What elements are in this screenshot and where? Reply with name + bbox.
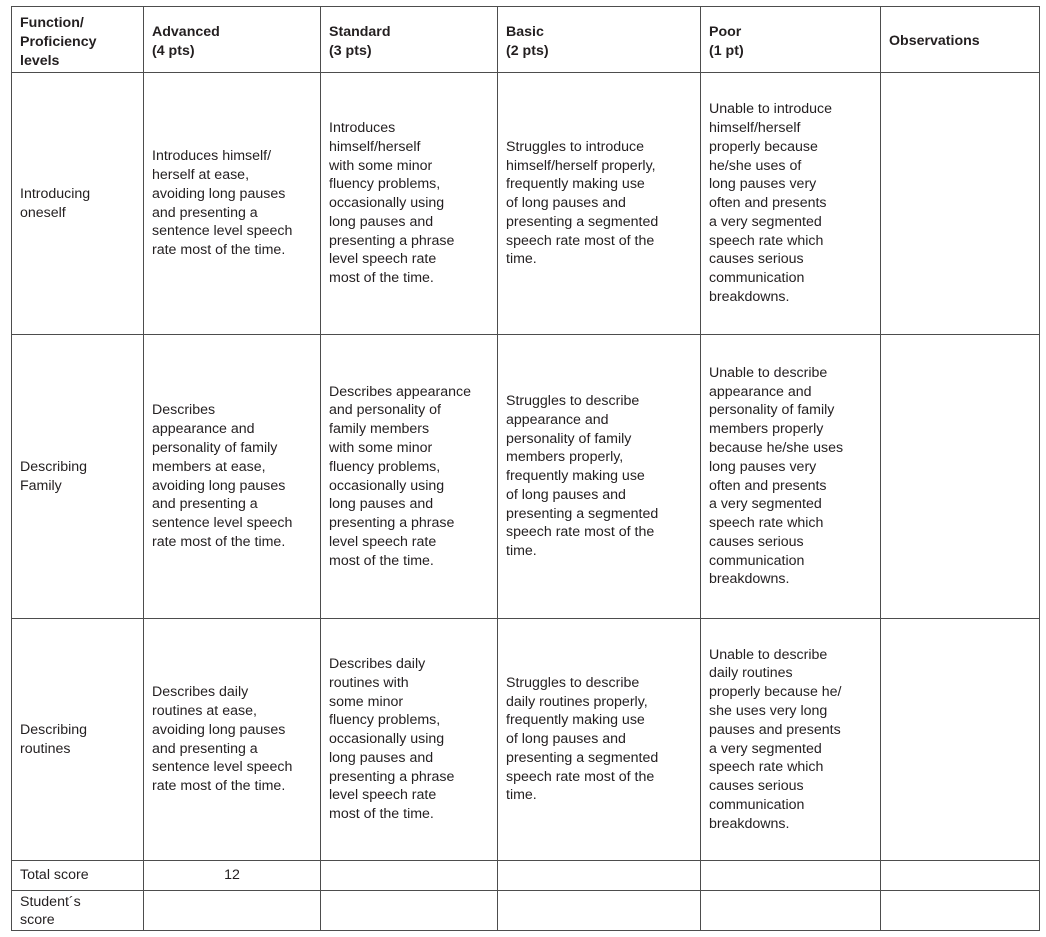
header-basic: Basic (2 pts) <box>498 7 701 73</box>
total-score-basic <box>498 861 701 891</box>
basic-cell: Struggles to describe appearance and personality of family members properly, frequently making use of long pauses and presenting a segmented speech rate most of the time. <box>498 335 701 619</box>
table-row <box>12 619 1040 861</box>
header-advanced: Advanced (4 pts) <box>144 7 321 73</box>
student-score-standard <box>321 891 498 931</box>
header-function: Function/ Proficiency levels <box>12 7 144 73</box>
standard-cell: Describes appearance and personality of family members with some minor fluency problems, occasionally using long pauses and presenting a phrase level speech rate most of the time. <box>321 335 498 619</box>
total-score-poor <box>701 861 881 891</box>
basic-cell: Struggles to introduce himself/herself properly, frequently making use of long pauses and presenting a segmented speech rate most of the time. <box>498 73 701 335</box>
student-score-poor <box>701 891 881 931</box>
total-score-row <box>12 861 1040 891</box>
poor-cell: Unable to describe appearance and personality of family members properly because he/she uses long pauses very often and presents a very segmented speech rate which causes serious communication breakdowns. <box>701 335 881 619</box>
total-score-advanced: 12 <box>144 861 321 891</box>
student-score-advanced <box>144 891 321 931</box>
table-row <box>12 335 1040 619</box>
student-score-basic <box>498 891 701 931</box>
poor-cell: Unable to describe daily routines properly because he/ she uses very long pauses and presents a very segmented speech rate which causes serious communication breakdowns. <box>701 619 881 861</box>
header-poor: Poor (1 pt) <box>701 7 881 73</box>
observations-cell <box>881 619 1040 861</box>
advanced-cell: Describes appearance and personality of family members at ease, avoiding long pauses and presenting a sentence level speech rate most of the time. <box>144 335 321 619</box>
total-score-observations <box>881 861 1040 891</box>
observations-cell <box>881 335 1040 619</box>
header-standard: Standard (3 pts) <box>321 7 498 73</box>
advanced-cell: Introduces himself/ herself at ease, avoiding long pauses and presenting a sentence level speech rate most of the time. <box>144 73 321 335</box>
function-cell: Describing routines <box>12 619 144 861</box>
rubric-table <box>11 6 1040 931</box>
observations-cell <box>881 73 1040 335</box>
basic-cell: Struggles to describe daily routines properly, frequently making use of long pauses and presenting a segmented speech rate most of the time. <box>498 619 701 861</box>
student-score-label: Student´s score <box>12 891 144 931</box>
function-cell: Describing Family <box>12 335 144 619</box>
table-row <box>12 73 1040 335</box>
standard-cell: Introduces himself/herself with some minor fluency problems, occasionally using long pauses and presenting a phrase level speech rate most of the time. <box>321 73 498 335</box>
total-score-label: Total score <box>12 861 144 891</box>
poor-cell: Unable to introduce himself/herself properly because he/she uses of long pauses very often and presents a very segmented speech rate which causes serious communication breakdowns. <box>701 73 881 335</box>
standard-cell: Describes daily routines with some minor fluency problems, occasionally using long pauses and presenting a phrase level speech rate most of the time. <box>321 619 498 861</box>
function-cell: Introducing oneself <box>12 73 144 335</box>
header-row <box>12 7 1040 73</box>
total-score-standard <box>321 861 498 891</box>
header-observations: Observations <box>881 7 1040 73</box>
advanced-cell: Describes daily routines at ease, avoiding long pauses and presenting a sentence level speech rate most of the time. <box>144 619 321 861</box>
student-score-row <box>12 891 1040 931</box>
student-score-observations <box>881 891 1040 931</box>
